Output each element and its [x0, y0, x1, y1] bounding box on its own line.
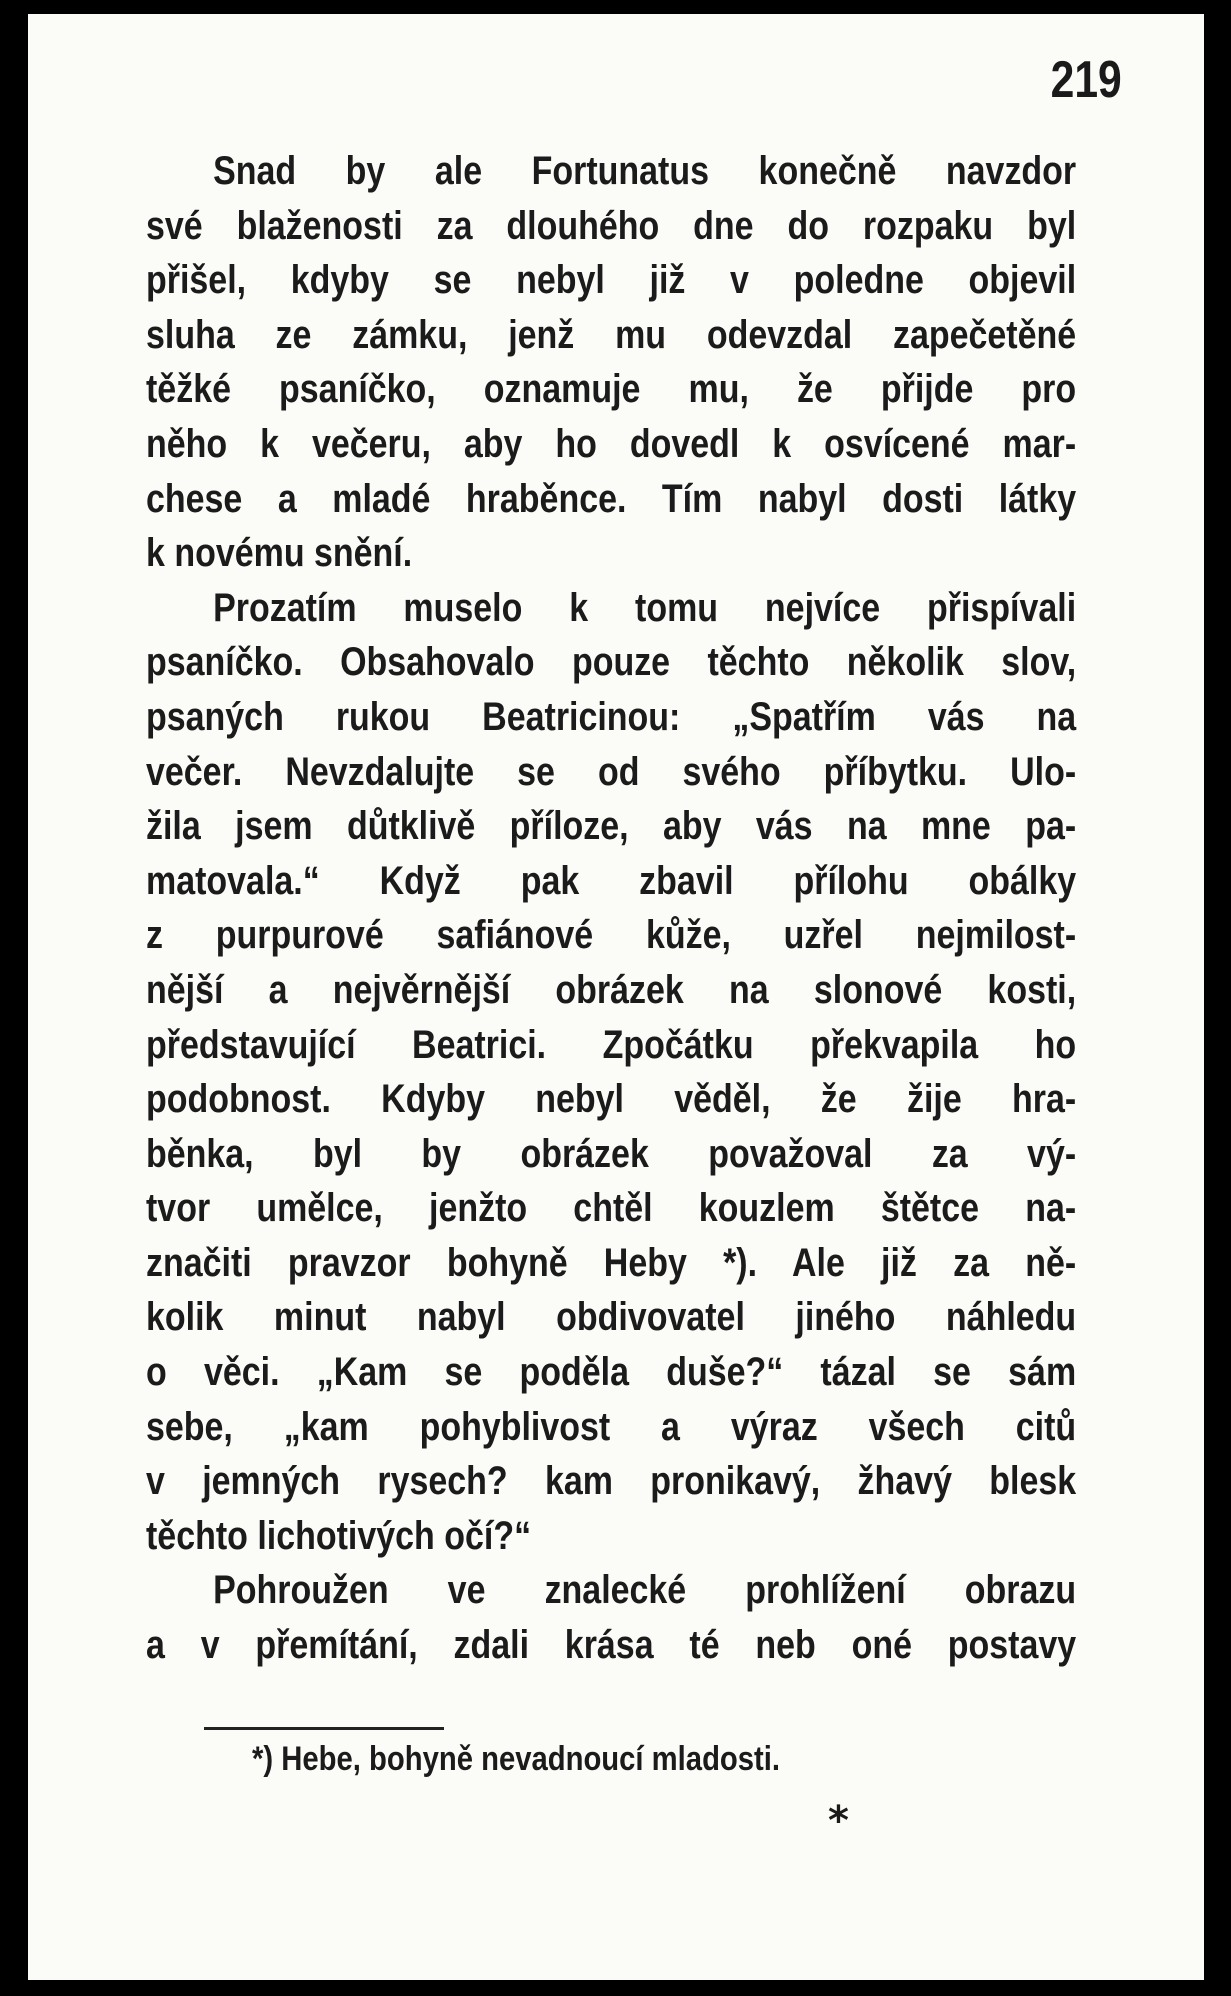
text-line: běnka, byl by obrázek považoval za vý-	[146, 1131, 1077, 1176]
text-line: podobnost. Kdyby nebyl věděl, že žije hra-	[146, 1077, 1077, 1122]
text-line: tvor umělce, jenžto chtěl kouzlem štětce na-	[146, 1186, 1077, 1231]
text-line: značiti pravzor bohyně Heby *). Ale již za ně-	[146, 1240, 1077, 1285]
text-line: těchto lichotivých očí?“	[146, 1513, 532, 1558]
text-line: něho k večeru, aby ho dovedl k osvícené mar-	[146, 421, 1077, 466]
text-line: Pohroužen ve znalecké prohlížení obrazu	[213, 1568, 1077, 1613]
text-line: těžké psaníčko, oznamuje mu, že přijde pro	[146, 367, 1077, 412]
signature-mark: *	[828, 1798, 849, 1844]
text-line: a v přemítání, zdali krása té neb oné postavy	[146, 1623, 1077, 1668]
text-line: matovala.“ Když pak zbavil přílohu obálky	[146, 858, 1077, 903]
text-line: o věci. „Kam se poděla duše?“ tázal se sám	[146, 1350, 1077, 1395]
page-number: 219	[1050, 51, 1122, 109]
text-line: žila jsem důtklivě příloze, aby vás na mne pa-	[146, 804, 1077, 849]
text-line: v jemných rysech? kam pronikavý, žhavý blesk	[146, 1459, 1077, 1504]
text-line: Snad by ale Fortunatus konečně navzdor	[213, 149, 1077, 193]
text-line: Prozatím muselo k tomu nejvíce přispívali	[213, 585, 1077, 630]
text-line: psaníčko. Obsahovalo pouze těchto několik slov,	[146, 640, 1077, 685]
body-text	[146, 144, 1076, 1673]
text-line: kolik minut nabyl obdivovatel jiného náhledu	[146, 1295, 1077, 1340]
text-line: nější a nejvěrnější obrázek na slonové kosti,	[146, 967, 1077, 1012]
text-line: večer. Nevzdalujte se od svého příbytku. Ulo-	[146, 749, 1077, 794]
footnote: *) Hebe, bohyně nevadnoucí mladosti.	[252, 1740, 781, 1778]
text-line: chese a mladé hraběnce. Tím nabyl dosti látky	[146, 476, 1077, 521]
text-line: své blaženosti za dlouhého dne do rozpaku byl	[146, 203, 1077, 248]
text-line: z purpurové safiánové kůže, uzřel nejmilost-	[146, 913, 1077, 958]
book-page	[28, 14, 1204, 1980]
text-line: psaných rukou Beatricinou: „Spatřím vás na	[146, 694, 1077, 739]
text-line: sebe, „kam pohyblivost a výraz všech citů	[146, 1404, 1077, 1449]
text-line: k novému snění.	[146, 531, 413, 576]
footnote-rule	[204, 1727, 444, 1730]
text-line: přišel, kdyby se nebyl již v poledne objevil	[146, 258, 1077, 303]
text-line: sluha ze zámku, jenž mu odevzdal zapečetěné	[146, 312, 1077, 357]
text-line: představující Beatrici. Zpočátku překvapila ho	[146, 1022, 1077, 1067]
